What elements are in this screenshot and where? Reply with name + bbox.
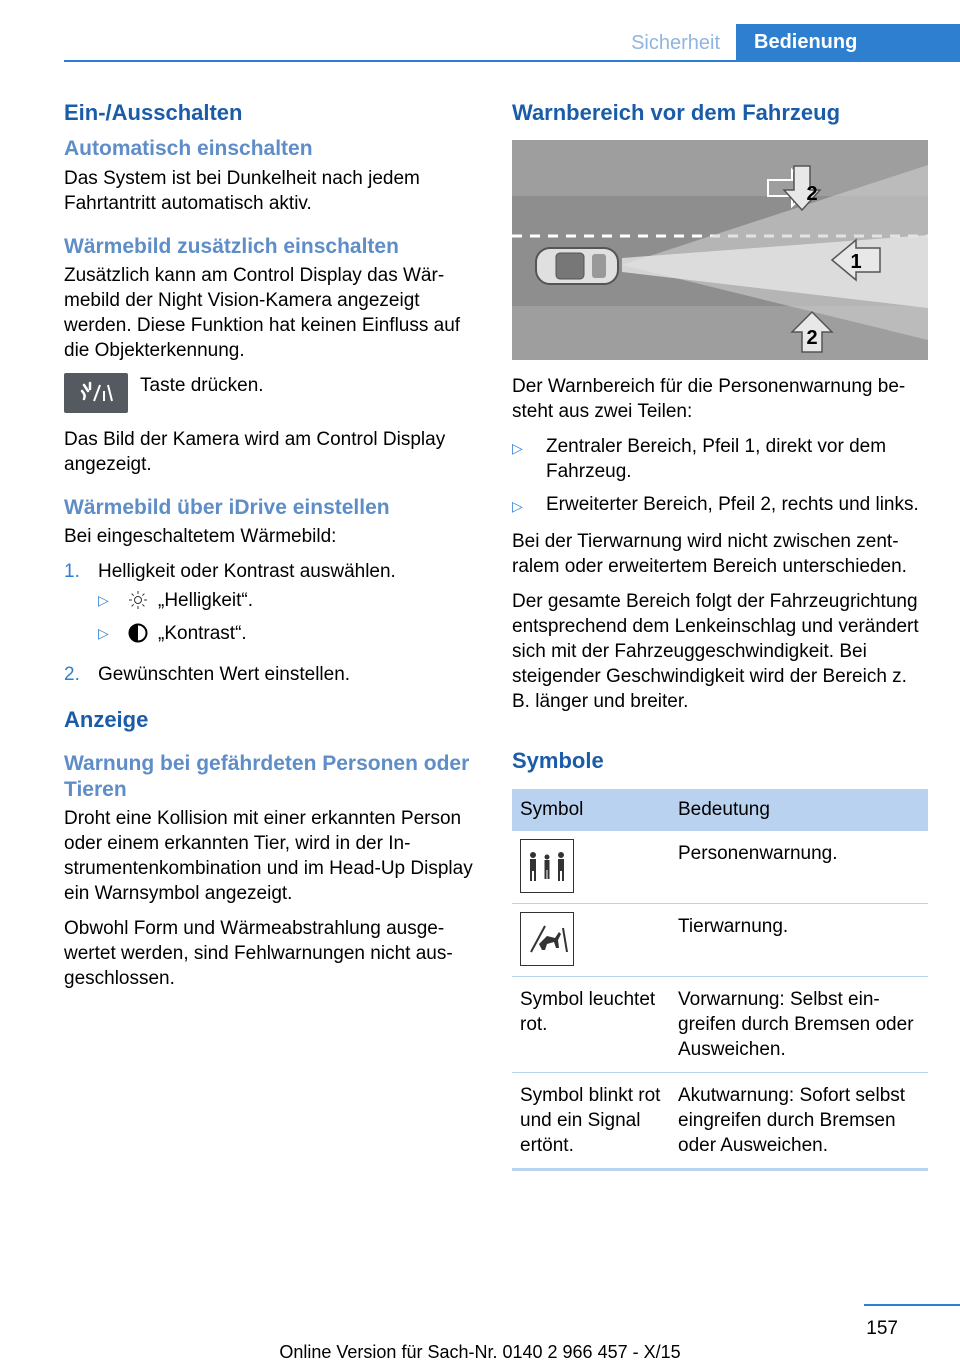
page-number: 157: [866, 1318, 898, 1339]
step-text: Gewünschten Wert einstellen.: [98, 663, 351, 685]
triangle-bullet-icon: ▷: [98, 624, 109, 641]
animal-warning-icon: [520, 912, 574, 966]
symbol-cell: Symbol leuchtet rot.: [512, 976, 670, 1072]
col-header-meaning: Bedeutung: [670, 789, 928, 831]
table-row: [512, 903, 928, 976]
table-row: [512, 831, 928, 904]
step-text: Helligkeit oder Kontrast auswählen.: [98, 560, 396, 582]
meaning-cell: Akutwarnung: Sofort selbst eingreifen durch Bremsen oder Ausweichen.: [670, 1072, 928, 1169]
area-bullet-list: [512, 434, 928, 519]
sub-brightness: [98, 588, 396, 613]
bullet-text: Zentraler Bereich, Pfeil 1, direkt vor dem Fahrzeug.: [546, 436, 887, 483]
step-1-sublist: [98, 588, 396, 646]
bullet-central: [512, 434, 928, 484]
tab-sicherheit[interactable]: Sicherheit: [631, 32, 720, 54]
text-warnung-1: Droht eine Kollision mit einer erkannten Person oder einem erkannten Tier, wird in der Instrumentenkombination und im Head-Up Display ein Warnsymbol angezeigt.: [64, 807, 473, 904]
meaning-cell: Vorwarnung: Selbst eingreifen durch Bremsen oder Ausweichen.: [670, 976, 928, 1072]
heading-symbole: Symbole: [512, 748, 604, 774]
text-press-key: Taste drücken.: [140, 374, 264, 396]
step-1: [64, 559, 480, 654]
right-column: [512, 100, 928, 1171]
car-icon: [536, 248, 618, 284]
text-tierwarnung: Bei der Tierwarnung wird nicht zwischen zentralem oder erweitertem Bereich unterschieden.: [512, 531, 907, 578]
text-camera-image: Das Bild der Kamera wird am Control Display angezeigt.: [64, 428, 446, 475]
bullet-extended: [512, 492, 928, 519]
sub-contrast-label: „Kontrast“.: [158, 622, 247, 644]
night-vision-button-icon: [64, 373, 128, 413]
text-bereich-folgt: Der gesamte Bereich folgt der Fahrzeugrichtung entsprechend dem Lenkeinschlag und verändert sich mit der Fahrzeuggeschwindigkeit. Bei steigender Geschwindigkeit wird der Bereich z. B. länger und breiter.: [512, 591, 919, 713]
steps-list: [64, 559, 480, 687]
press-key-row: [64, 373, 480, 413]
heading-warnung: Warnung bei gefährdeten Personen oder Tieren: [64, 752, 470, 801]
page-number-rule: [864, 1304, 960, 1306]
step-number: 1.: [64, 560, 80, 582]
heading-anzeige: Anzeige: [64, 706, 149, 732]
header-rule: [64, 60, 960, 62]
arrow-label-center: 1: [850, 251, 862, 274]
step-2: [64, 662, 480, 687]
symbol-cell: Symbol blinkt rot und ein Signal ertönt.: [512, 1072, 670, 1169]
text-waermebild: Zusätzlich kann am Control Display das Wärmebild der Night Vision-Kamera angezeigt werden. Diese Funktion hat keinen Einfluss auf die Objekterkennung.: [64, 264, 461, 361]
arrow-label-top: 2: [806, 183, 818, 206]
triangle-bullet-icon: ▷: [98, 591, 109, 608]
table-row: [512, 1072, 928, 1169]
heading-waermebild: Wärmebild zusätzlich einschalten: [64, 234, 399, 258]
symbol-table: [512, 789, 928, 1171]
col-header-symbol: Symbol: [512, 789, 670, 831]
tab-bedienung[interactable]: Bedienung: [736, 24, 960, 62]
left-column: [64, 100, 480, 1001]
meaning-cell: Tierwarnung.: [670, 903, 928, 976]
page-header: [0, 0, 960, 62]
footer-online-version: Online Version für Sach-Nr. 0140 2 966 457 - X/15: [279, 1342, 681, 1362]
text-warnung-2: Obwohl Form und Wärmeabstrahlung ausgewertet werden, sind Fehlwarnungen nicht ausgeschlossen.: [64, 917, 453, 989]
warning-area-diagram: [512, 140, 928, 360]
heading-automatisch: Automatisch einschalten: [64, 137, 313, 161]
heading-ein-ausschalten: Ein-/Ausschalten: [64, 100, 243, 125]
contrast-icon: [128, 623, 148, 643]
heading-idrive: Wärmebild über iDrive einstellen: [64, 495, 390, 519]
pedestrian-warning-icon: [520, 839, 574, 893]
text-idrive: Bei eingeschaltetem Wärmebild:: [64, 525, 337, 547]
triangle-bullet-icon: ▷: [512, 440, 523, 457]
text-warnbereich: Der Warnbereich für die Personenwarnung besteht aus zwei Teilen:: [512, 376, 906, 423]
step-number: 2.: [64, 663, 80, 685]
text-automatisch: Das System ist bei Dunkelheit nach jedem Fahrtantritt automatisch aktiv.: [64, 167, 420, 214]
table-row: [512, 976, 928, 1072]
heading-warnbereich: Warnbereich vor dem Fahrzeug: [512, 100, 841, 125]
arrow-label-bottom: 2: [806, 327, 818, 350]
meaning-cell: Personenwarnung.: [670, 831, 928, 904]
sub-brightness-label: „Helligkeit“.: [158, 589, 254, 611]
brightness-icon: [128, 590, 148, 610]
bullet-text: Erweiterter Bereich, Pfeil 2, rechts und links.: [546, 494, 919, 516]
triangle-bullet-icon: ▷: [512, 498, 523, 515]
sub-contrast: [98, 621, 396, 646]
